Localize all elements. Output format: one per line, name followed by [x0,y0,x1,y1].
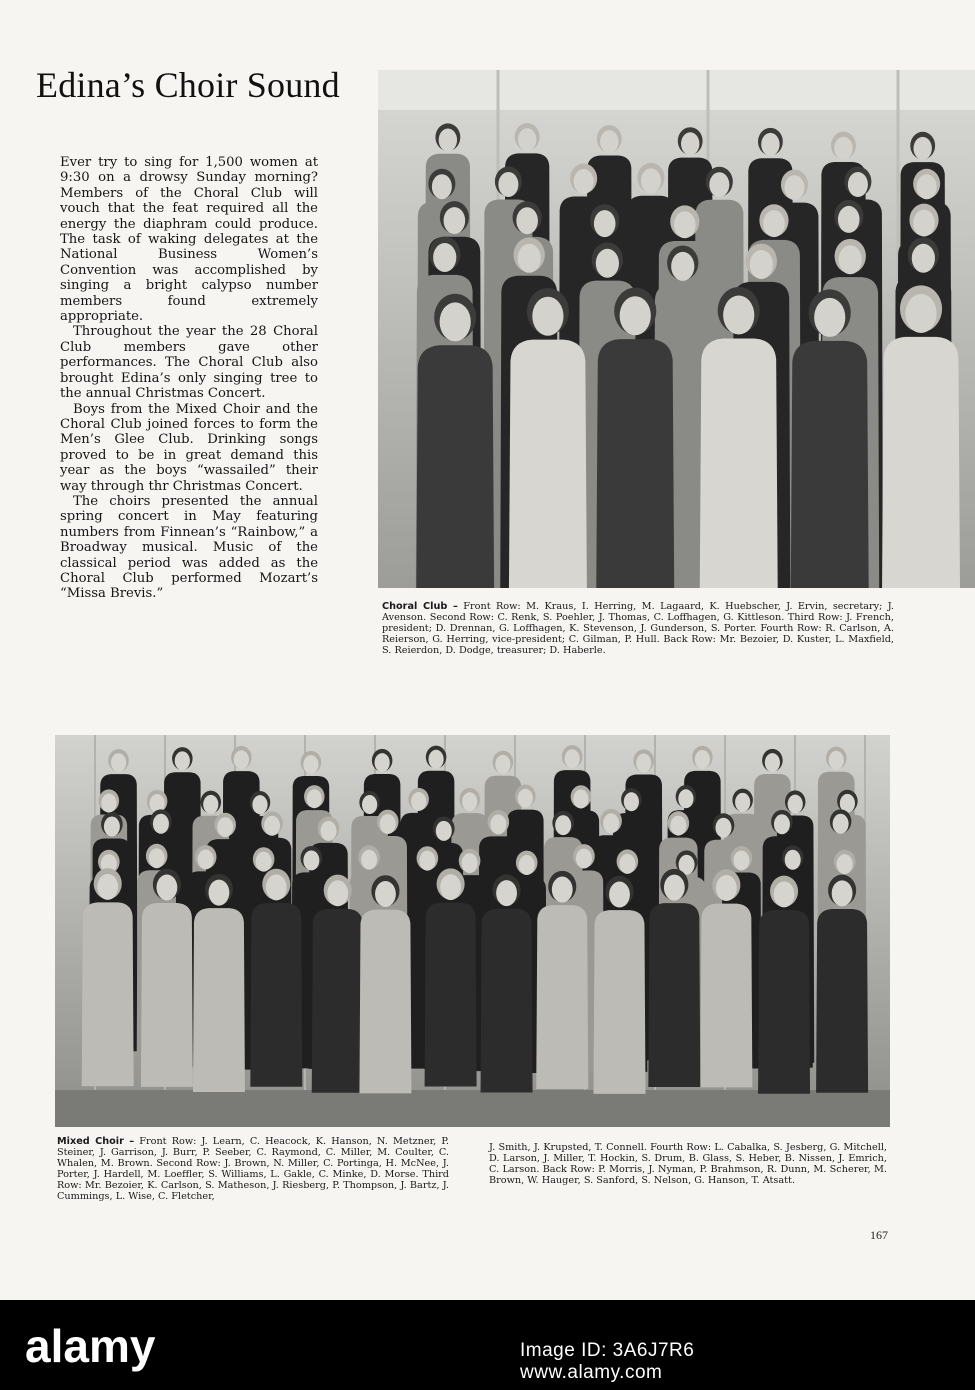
choir-member-face [733,850,749,870]
choir-member-face [252,795,267,814]
choir-member-face [495,755,510,774]
choir-member-body [882,337,960,588]
mixed-choir-photo [55,735,890,1127]
choir-member-face [307,789,322,808]
choir-member-face [905,294,936,333]
choir-member-face [175,751,190,770]
choir-member-face [674,211,696,238]
choir-member-body [250,903,302,1087]
choir-member-face [234,750,249,769]
choir-member-face [833,814,849,834]
choir-member-face [153,814,169,834]
choir-member-face [670,816,686,836]
choir-member-face [156,874,177,900]
choir-member-body [700,338,778,588]
choir-member-face [327,880,348,906]
choir-member-face [600,130,618,153]
alamy-logo-text: alamy [25,1322,156,1372]
choir-member-face [576,848,592,868]
article-text [60,155,318,602]
choir-member-face [596,249,619,278]
choir-member-face [209,880,230,906]
choir-member-face [496,880,517,906]
choir-member-face [619,854,635,874]
choir-member-body [596,339,674,588]
choir-member-face [362,795,377,814]
choir-member-body [816,909,868,1093]
choral-club-photo [378,70,975,588]
choir-member-face [788,795,803,814]
choir-member-face [217,817,233,837]
choir-member-face [375,881,396,907]
choir-member-face [761,133,779,156]
choir-member-face [518,128,536,151]
choir-member-face [428,750,443,769]
choir-member-face [519,855,535,875]
choir-member-body [758,910,810,1094]
choir-member-face [609,882,630,908]
choir-member-face [765,753,780,772]
article-paragraph: Boys from the Mixed Choir and the Choral Club joined forces to form the Men’s Glee Club. Drinking songs proved to be in great demand this year as the boys “wassailed” their way through thr Christmas Concert. [60,401,318,494]
choir-member-face [735,793,750,812]
choir-member-face [498,172,518,197]
choir-member-face [814,298,845,337]
choir-member-face [837,854,853,874]
caption-text: Front Row: J. Learn, C. Heacock, K. Hanson, N. Metzner, P. Steiner, J. Garrison, J. Burr, P. Seeber, C. Raymond, C. Miller, M. Coulter, C. Whalen, M. Brown. Second Row: J. Brown, N. Miller, C. Portinga, H. McNee, J. Porter, J. Hardell, M. Loeffler, S. Williams, L. Gakle, C. Minke, D. Morse. Third Row: Mr. Bezoier, K. Carlson, S. Matheson, J. Riesberg, P. Thompson, J. Bartz, J. Cummings, L. Wise, C. Fletcher, [57,1136,449,1203]
choir-member-face [436,821,452,841]
alamy-logo [25,1322,225,1372]
choir-member-face [433,243,456,272]
footer-url: www.alamy.com [520,1362,663,1383]
choir-member-face [440,874,461,900]
choir-member-face [256,852,272,872]
choir-member-face [774,881,795,907]
caption-text: Front Row: M. Kraus, I. Herring, M. Lagaard, K. Huebscher, J. Ervin, secretary; J. Avenson. Second Row: C. Renk, S. Poehler, J. Thomas, C. Loffhagen, G. Kittleson. Third Row: J. French, president; D. Drennan, G. Loffhagen, K. Stevenson, J. Gunderson, S. Porter. Fourth Row: R. Carlson, A. Reierson, G. Herring, vice-president; C. Gilman, P. Hull. Back Row: Mr. Bezoier, D. Kuster, L. Maxfield, S. Reierdon, D. Dodge, treasurer; D. Haberle. [382,601,894,657]
choir-member-face [671,252,694,281]
choir-member-body [359,910,411,1094]
choir-member-face [104,817,120,837]
mixed-choir-caption-continued: J. Smith, J. Krupsted, T. Connell. Fourth Row: L. Cabalka, S. Jesberg, G. Mitchell, D. Larson, J. Miller, T. Hockin, S. Drum, B. Glass, S. Heber, B. Nissen, J. Emrich, C. Larson. Back Row: P. Morris, J. Nyman, P. Brahmson, R. Dunn, M. Scherer, M. Brown, W. Hauger, S. Sanford, S. Nelson, G. Hanson, T. Atsatt. [489,1142,887,1187]
choir-member-face [440,302,471,341]
choir-member-body [791,341,869,588]
choir-member-face [913,210,935,237]
choir-member-face [266,874,287,900]
choir-member-face [913,137,931,160]
choral-club-caption [382,601,894,656]
choir-member-face [565,749,580,768]
choir-member-body [312,909,364,1093]
article-paragraph: The choirs presented the annual spring concert in May featuring numbers from Finnean’s “Rainbow,” a Broadway musical. Music of the classical period was added as the Choral Club performed Mozart’s “Missa Brevis.” [60,493,318,602]
choir-member-face [603,813,619,833]
choir-member-face [620,296,651,335]
mixed-choir-caption [57,1136,449,1203]
choir-member-face [518,244,541,273]
choir-member-body [416,345,494,588]
choir-member-face [198,849,214,869]
choir-member-body [82,902,134,1086]
choir-member-face [518,789,533,808]
caption-heading: Mixed Choir – [57,1136,135,1147]
choir-member-face [516,207,538,234]
choir-member-face [723,296,754,335]
choir-member-face [111,753,126,772]
choir-member-body [481,909,533,1093]
footer-image-id [520,1340,694,1384]
choir-member-face [411,792,426,811]
choir-member-face [203,795,218,814]
choir-member-face [785,850,801,870]
choir-member-body [141,903,193,1087]
choir-member-face [101,794,116,813]
choir-member-body [536,905,588,1089]
choir-member-body [648,903,700,1087]
choir-member-face [912,244,935,273]
choir-member-face [678,789,693,808]
choir-member-face [774,814,790,834]
choir-member-face [303,850,319,870]
choir-member-face [380,814,396,834]
page-title: Edina’s Choir Sound [36,65,340,105]
stock-footer [0,1300,975,1390]
choir-member-face [839,245,862,274]
choir-member-face [97,874,118,900]
choir-member-face [594,210,616,237]
choir-member-face [574,169,594,194]
choir-member-face [624,792,639,811]
choir-member-face [832,880,853,906]
article-paragraph: Throughout the year the 28 Choral Club members gave other performances. The Choral Club also brought Edina’s only singing tree to the annual Christmas Concert. [60,324,318,402]
choir-member-face [750,250,773,279]
choir-member-face [636,754,651,773]
choir-member-face [715,818,731,838]
choir-member-face [149,848,165,868]
choir-member-face [695,750,710,769]
choir-member-face [462,853,478,873]
choir-member-body [425,903,477,1087]
choir-member-face [462,792,477,811]
choir-member-face [432,174,452,199]
choir-member-face [532,297,563,336]
choir-member-face [490,814,506,834]
choir-member-face [716,875,737,901]
choir-member-face [303,755,318,774]
article-paragraph: Ever try to sing for 1,500 women at 9:30 on a drowsy Sunday morning? Members of the Choral Club will vouch that the feat required all the energy the diaphram could produce. The task of waking delegates at the National Business Women’s Convention was accomplished by singing a bright calypso number members found extremely appropriate. [60,155,318,325]
choir-member-face [321,821,337,841]
choir-member-face [834,137,852,160]
choir-member-face [444,207,466,234]
choir-member-face [829,751,844,770]
choir-member-face [375,753,390,772]
choir-member-face [439,128,457,151]
choir-member-body [700,904,752,1088]
choir-member-face [573,789,588,808]
choir-member-body [193,908,245,1092]
choir-member-face [664,875,685,901]
choir-member-face [264,816,280,836]
choir-member-face [419,851,435,871]
image-id-text: Image ID: 3A6J7R6 [520,1340,695,1361]
choir-member-face [848,172,868,197]
choir-member-body [594,910,646,1094]
page-number: 167 [870,1228,888,1242]
choir-member-face [552,877,573,903]
choir-member-face [555,815,571,835]
choir-member-face [763,210,785,237]
caption-heading: Choral Club – [382,601,458,612]
choir-member-face [641,168,661,193]
choir-member-face [784,175,804,200]
choir-member-body [509,340,587,588]
choir-member-face [681,132,699,155]
choir-member-face [709,172,729,197]
choir-member-face [917,174,937,199]
choir-member-face [361,850,377,870]
choir-member-face [838,206,860,233]
